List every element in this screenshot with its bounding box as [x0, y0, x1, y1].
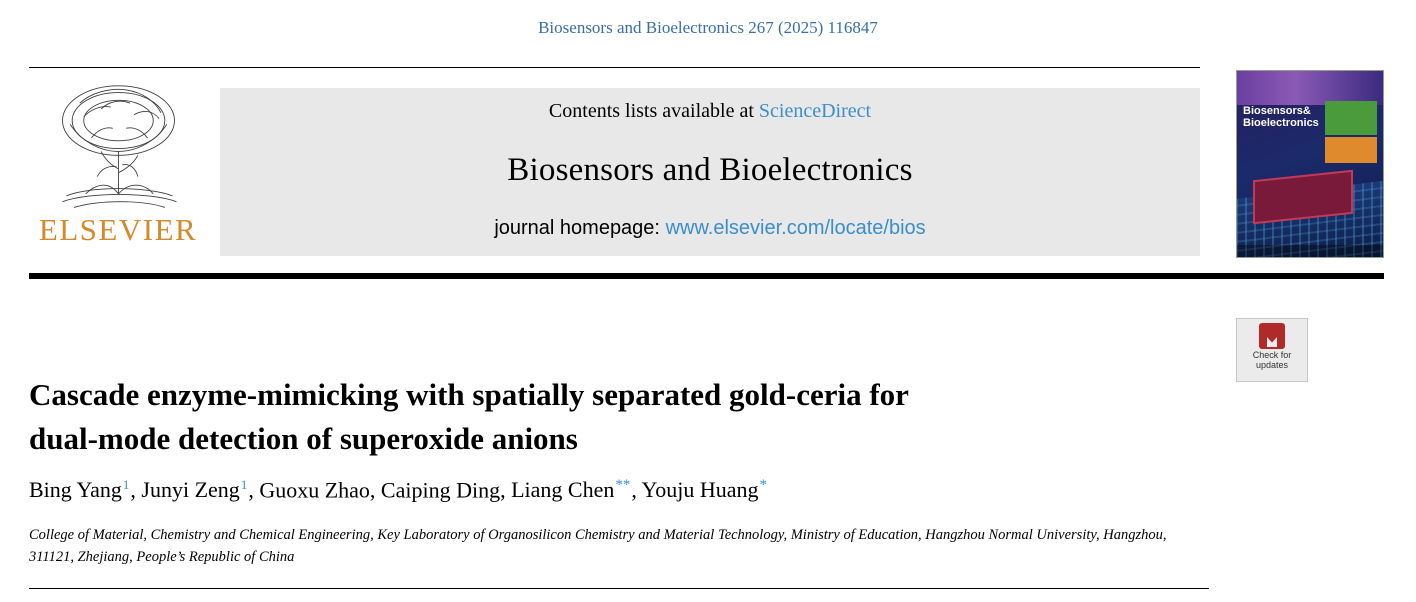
- author-separator: ,: [369, 477, 381, 503]
- cover-top-band: [1237, 71, 1383, 105]
- author-name: Youju Huang: [641, 477, 759, 503]
- crossmark-badge[interactable]: [1236, 318, 1308, 382]
- affiliation: [29, 524, 1209, 568]
- cover-footer-band: [1237, 245, 1383, 257]
- affiliation-line1: College of Material, Chemistry and Chemical Engineering, Key Laboratory of Organosilicon Chemistry and Material Technology, Ministry of Education, Hangzhou Normal: [29, 527, 1033, 543]
- contents-prefix: Contents lists available at: [548, 100, 754, 122]
- author-name: Liang Chen: [511, 477, 615, 503]
- homepage-prefix: journal homepage:: [494, 217, 660, 239]
- author-separator: ,: [631, 477, 642, 503]
- divider-thick: [29, 273, 1384, 279]
- journal-header-box: [220, 88, 1200, 256]
- affiliation-line2: University, Hangzhou, 311121, Zhejiang, People’s Republic of China: [29, 527, 1167, 565]
- article-title-line2: dual-mode detection of superoxide anions: [29, 420, 578, 456]
- elsevier-wordmark: ELSEVIER: [38, 212, 198, 247]
- author-item[interactable]: [141, 477, 248, 502]
- crossmark-line2: updates: [1255, 360, 1289, 370]
- author-name: Junyi Zeng: [141, 477, 240, 503]
- corresponding-author-mark[interactable]: *: [759, 477, 767, 493]
- corresponding-author-mark[interactable]: **: [615, 477, 631, 493]
- author-separator: ,: [130, 477, 142, 503]
- journal-cover-thumbnail: [1236, 70, 1384, 258]
- author-separator: ,: [500, 477, 512, 503]
- author-item[interactable]: [381, 477, 500, 502]
- author-name: Guoxu Zhao: [259, 477, 370, 503]
- cover-title-text: Biosensors& Bioelectronics: [1243, 105, 1319, 129]
- author-footnote-mark[interactable]: 1: [122, 477, 130, 492]
- journal-masthead: [29, 68, 1200, 256]
- elsevier-tree-icon: [41, 80, 196, 220]
- author-list: [29, 470, 1209, 505]
- author-item[interactable]: [259, 477, 370, 502]
- author-separator: ,: [248, 477, 260, 503]
- journal-homepage-link[interactable]: www.elsevier.com/locate/bios: [665, 217, 926, 239]
- page-title: [29, 373, 1109, 461]
- author-name: Bing Yang: [29, 477, 122, 503]
- cover-green-block: [1325, 101, 1377, 135]
- author-item[interactable]: [29, 477, 130, 502]
- journal-title: Biosensors and Bioelectronics: [507, 151, 913, 188]
- author-footnote-mark[interactable]: 1: [240, 477, 248, 492]
- running-head: Biosensors and Bioelectronics 267 (2025) 116847: [538, 18, 878, 37]
- author-item[interactable]: [511, 477, 631, 502]
- divider-bottom: [29, 588, 1209, 589]
- sciencedirect-link[interactable]: ScienceDirect: [758, 100, 872, 122]
- author-name: Caiping Ding: [380, 477, 501, 503]
- crossmark-line1: Check for: [1252, 350, 1292, 360]
- contents-available-line: [549, 100, 871, 123]
- author-item[interactable]: [642, 477, 768, 502]
- journal-homepage-line: [494, 217, 925, 240]
- cover-orange-block: [1325, 137, 1377, 163]
- elsevier-logo: [29, 80, 207, 252]
- article-title-line1: Cascade enzyme-mimicking with spatially separated gold-ceria for: [29, 376, 909, 412]
- crossmark-icon: [1259, 323, 1285, 349]
